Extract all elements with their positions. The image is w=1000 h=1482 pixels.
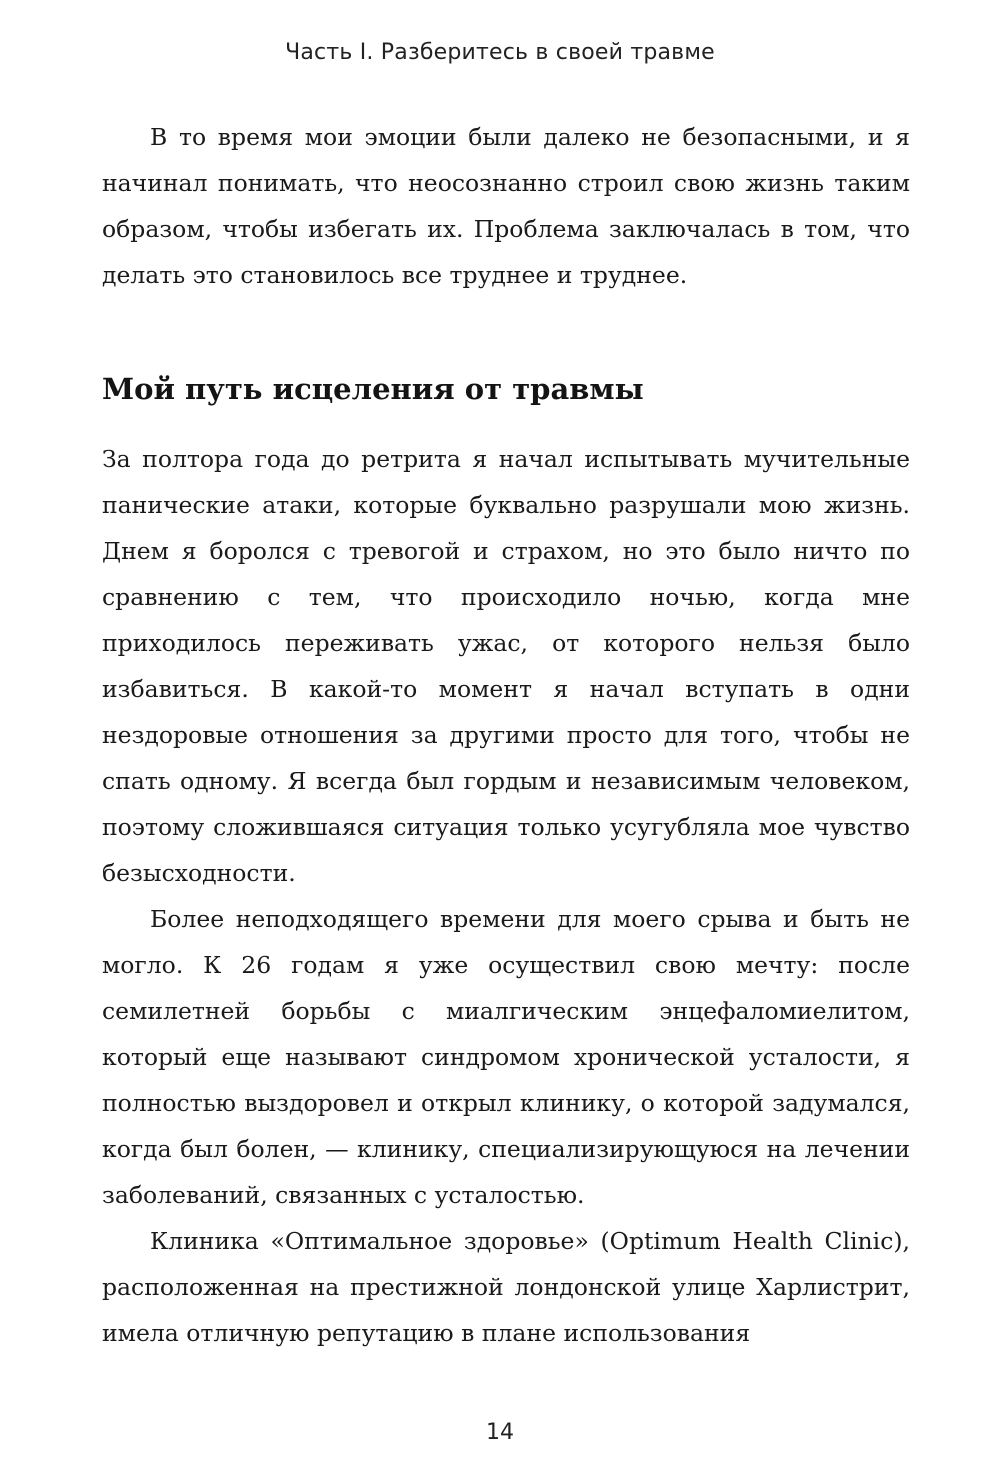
section-heading: Мой путь исцеления от травмы — [102, 372, 644, 406]
page-number: 14 — [486, 1420, 514, 1445]
paragraph: За полтора года до ретрита я начал испытывать мучительные панические атаки, которые буквально разрушали мою жизнь. Днем я боролся с тревогой и страхом, но это было ничто по сравнению с тем, что происходило ночью, когда мне приходилось переживать ужас, от которого нельзя было избавиться. В какой-то момент я начал вступать в одни нездоровые отношения за другими просто для того, чтобы не спать одному. Я всегда был гордым и независимым человеком, поэтому сложившаяся ситуация только усугубляла мое чувство безысходности. — [102, 445, 910, 887]
paragraph: В то время мои эмоции были далеко не безопасными, и я начинал понимать, что неосознанно строил свою жизнь таким образом, чтобы избегать их. Проблема заключалась в том, что делать это становилось все труднее и труднее. — [102, 123, 910, 289]
running-header: Часть I. Разберитесь в своей травме — [285, 40, 715, 65]
paragraph: Более неподходящего времени для моего срыва и быть не могло. К 26 годам я уже осуществил свою мечту: после семилетней борьбы с миалгическим энцефаломиелитом, который еще называют синдромом хронической усталости, я полностью выздоровел и открыл клинику, о которой задумался, когда был болен, — клинику, специализирующуюся на лечении заболеваний, связанных с усталостью. — [102, 905, 910, 1209]
intro-text-block — [102, 114, 910, 298]
section-text-block — [102, 436, 910, 1356]
paragraph: Клиника «Оптимальное здоровье» (Optimum Health Clinic), расположенная на престижной лондонской улице Харлистрит, имела отличную репутацию в плане использования — [102, 1227, 910, 1347]
